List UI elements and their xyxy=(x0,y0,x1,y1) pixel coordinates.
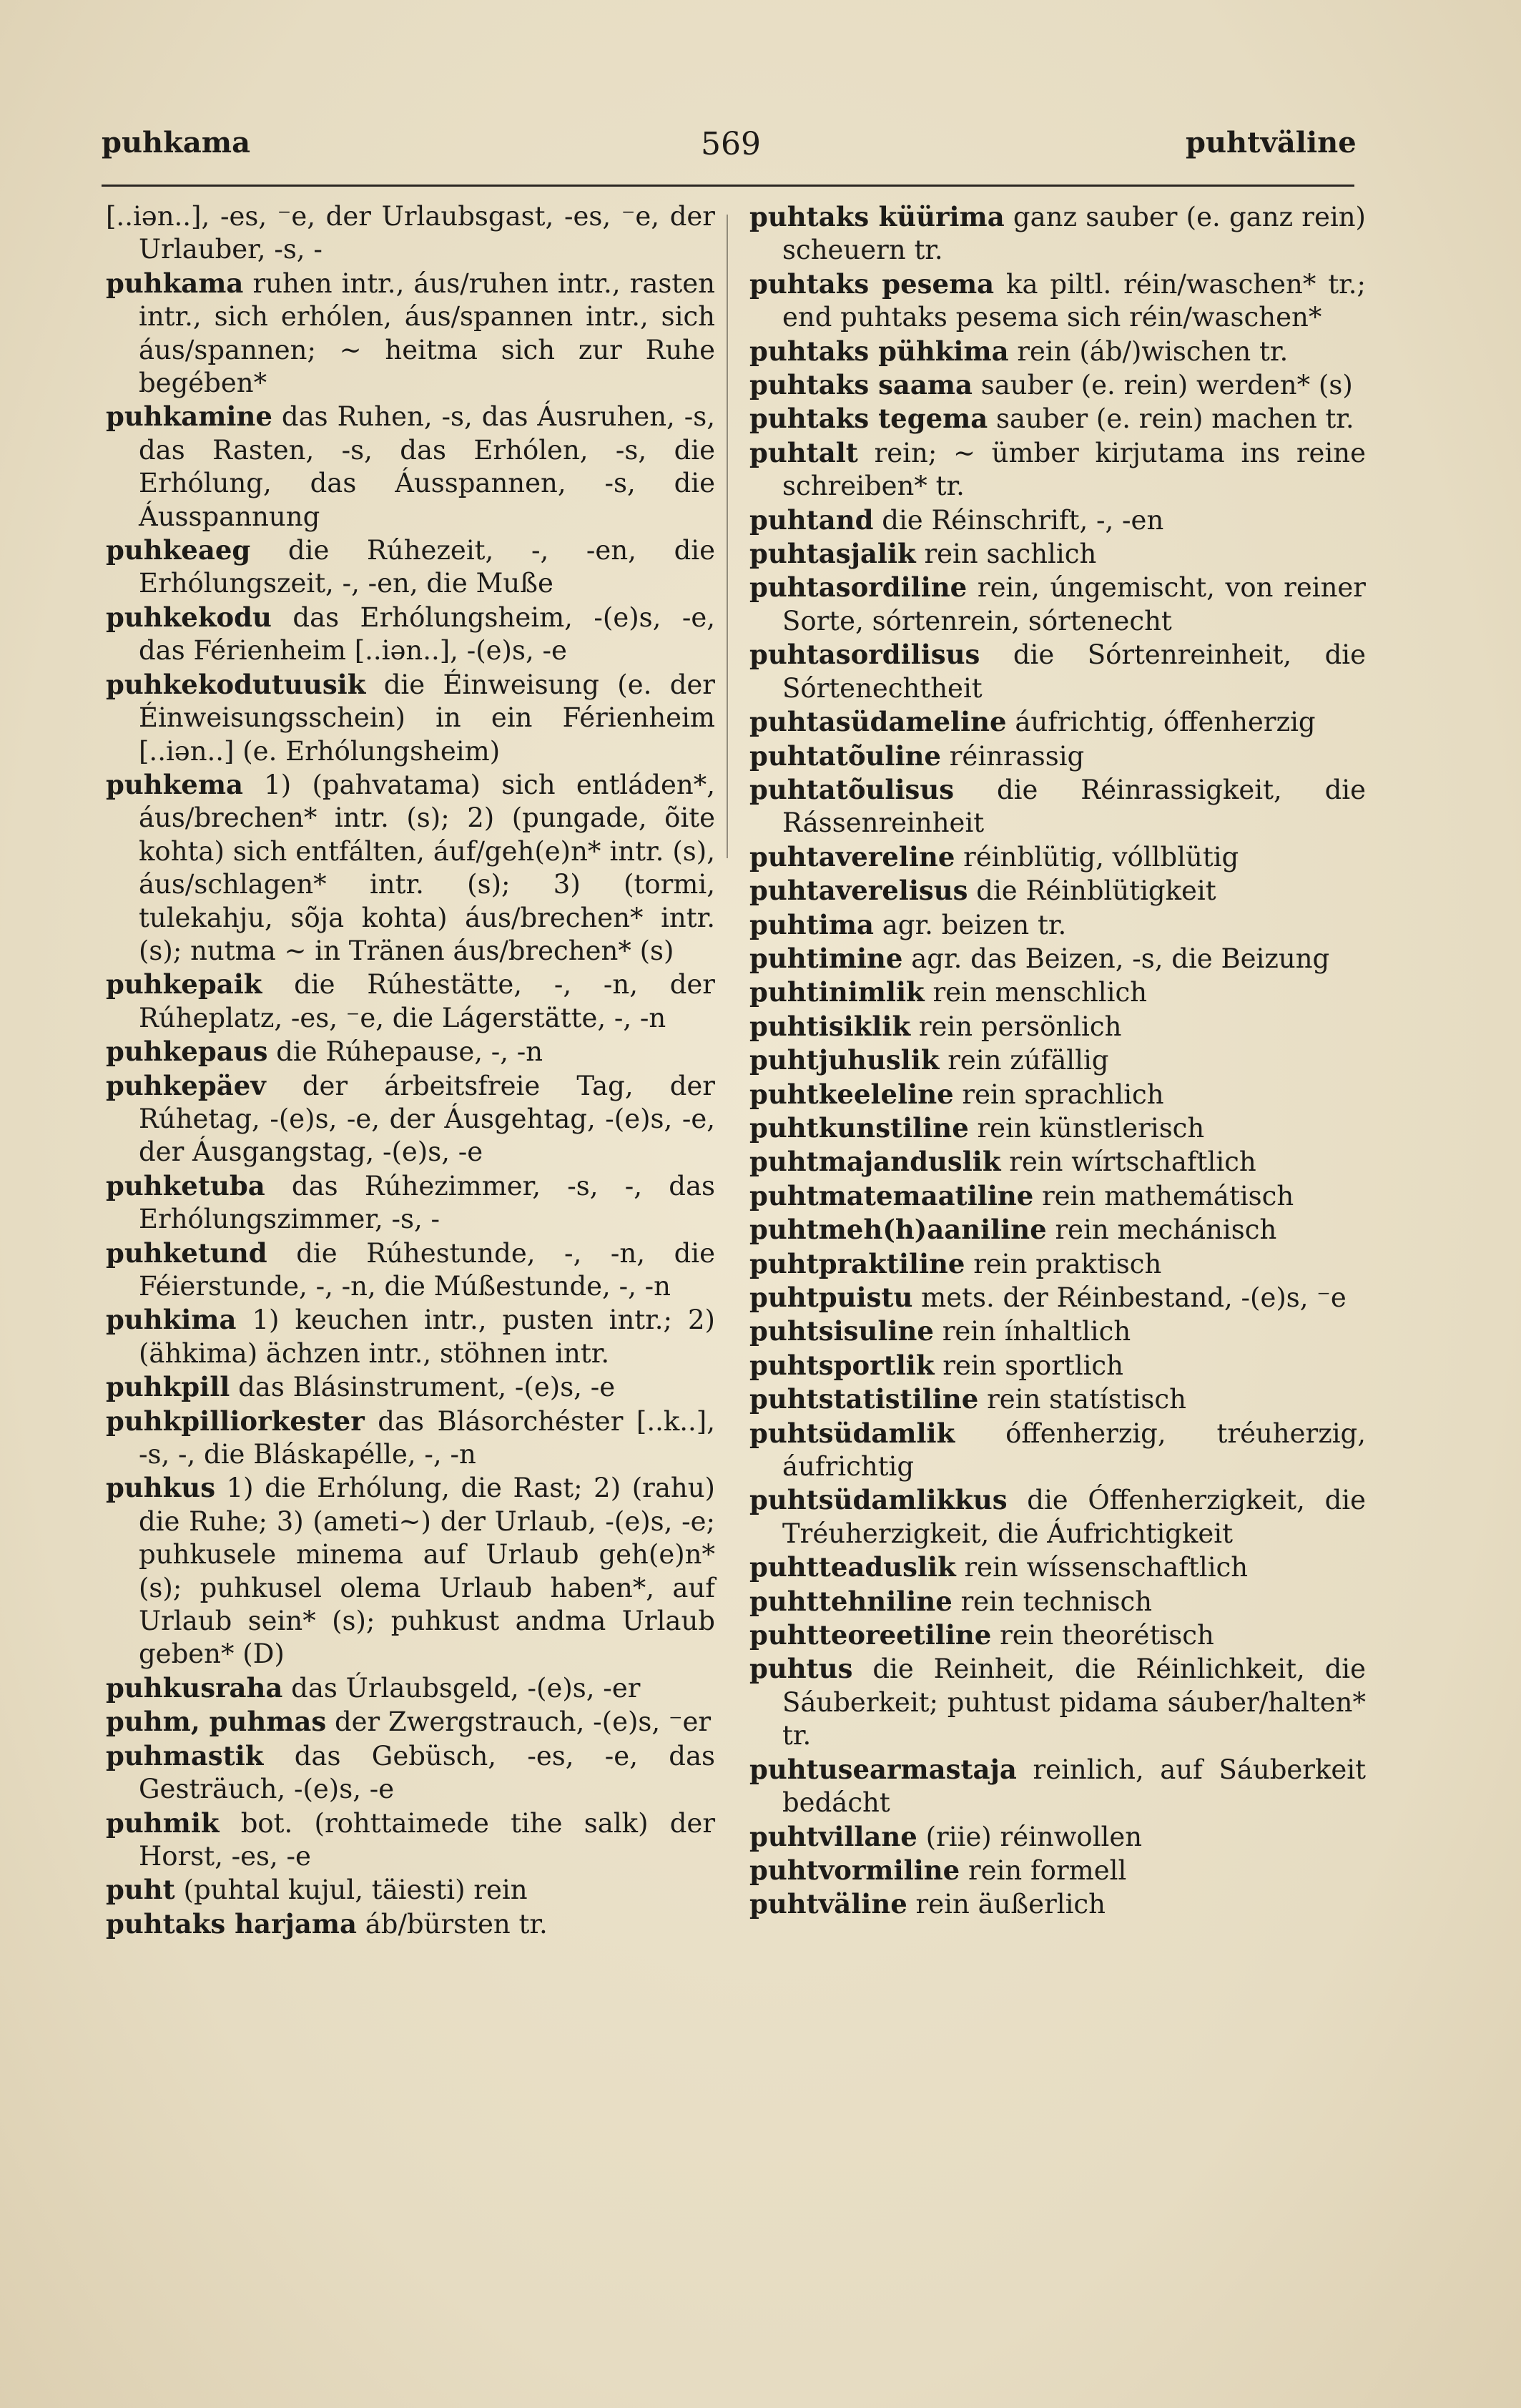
dictionary-entry xyxy=(749,1349,1366,1382)
entry-headword: puhtteaduslik xyxy=(749,1551,956,1583)
dictionary-entry xyxy=(106,200,715,267)
dictionary-entry xyxy=(749,1078,1366,1111)
entry-definition: das Ruhen, -s, das Áusruhen, -s, das Rasten, -s, das Erhólen, -s, die Erhólung, das Áusspannen, -s, die Áusspannung xyxy=(139,401,715,532)
dictionary-entry xyxy=(749,1111,1366,1145)
entry-headword: puhmik xyxy=(106,1807,220,1839)
dictionary-entry xyxy=(749,1010,1366,1043)
dictionary-entry xyxy=(749,1551,1366,1584)
entry-definition: rein äußerlich xyxy=(907,1889,1106,1920)
entry-definition: rein künstlerisch xyxy=(968,1112,1205,1144)
dictionary-entry xyxy=(749,200,1366,267)
entry-definition: rein wírtschaftlich xyxy=(1000,1146,1256,1178)
entry-headword: puhkpill xyxy=(106,1371,230,1403)
dictionary-entry xyxy=(106,1807,715,1874)
dictionary-entry xyxy=(106,1873,715,1907)
entry-headword: puhkepaik xyxy=(106,968,262,1001)
entry-definition: ganz sauber (e. ganz rein) scheuern tr. xyxy=(782,202,1366,266)
entry-definition: rein mechánisch xyxy=(1046,1214,1277,1246)
entry-headword: puhtand xyxy=(749,503,874,536)
entry-headword: puhtteoreetiline xyxy=(749,1619,992,1651)
entry-headword: puhttehniline xyxy=(749,1585,953,1617)
entry-headword: puhtaks harjama xyxy=(106,1907,357,1940)
entry-headword: puhtasordiline xyxy=(749,571,968,604)
entry-definition: réinblütig, vóllblütig xyxy=(955,841,1239,873)
entry-headword: puhkama xyxy=(106,267,244,299)
entry-definition: agr. beizen tr. xyxy=(873,909,1067,940)
entry-headword: puhtsüdamlikkus xyxy=(749,1484,1008,1516)
entry-definition: mets. der Réinbestand, -(e)s, ⁻e xyxy=(912,1282,1347,1313)
dictionary-entry xyxy=(749,773,1366,840)
entry-definition: die Sórtenreinheit, die Sórtenechtheit xyxy=(782,639,1366,704)
entry-headword: puhkepaus xyxy=(106,1036,268,1068)
dictionary-entry xyxy=(106,1303,715,1370)
entry-headword: puhkpilliorkester xyxy=(106,1405,365,1437)
dictionary-entry xyxy=(749,1213,1366,1247)
entry-definition: das Erhólungsheim, -(e)s, -e, das Férienheim [..iən..], -(e)s, -e xyxy=(139,601,715,667)
dictionary-entry xyxy=(106,1739,715,1807)
dictionary-entry xyxy=(749,705,1366,739)
entry-definition: agr. das Beizen, -s, die Beizung xyxy=(902,943,1330,974)
entry-headword: puhtmeh(h)aaniline xyxy=(749,1214,1047,1246)
entry-definition: die Réinrassigkeit, die Rássenreinheit xyxy=(782,774,1366,839)
entry-definition: rein; ~ ümber kirjutama ins reine schreiben* tr. xyxy=(782,437,1366,502)
entry-headword: puhketuba xyxy=(106,1169,265,1201)
dictionary-entry xyxy=(749,739,1366,773)
entry-headword: puhtsisuline xyxy=(749,1315,934,1347)
entry-headword: puhtasjalik xyxy=(749,538,916,570)
dictionary-entry xyxy=(106,1237,715,1304)
entry-headword: puht xyxy=(106,1874,175,1906)
entry-headword: puhtusearmastaja xyxy=(749,1753,1017,1785)
entry-definition: (riie) réinwollen xyxy=(917,1821,1143,1852)
dictionary-entry xyxy=(106,534,715,601)
entry-headword: puhtstatistiline xyxy=(749,1383,979,1415)
entry-definition: rein wíssenschaftlich xyxy=(955,1552,1249,1583)
entry-headword: puhkus xyxy=(106,1472,216,1504)
column-divider xyxy=(727,215,728,858)
dictionary-entry xyxy=(749,942,1366,976)
dictionary-entry xyxy=(106,1370,715,1404)
entry-headword: puhtimine xyxy=(749,942,903,974)
dictionary-entry xyxy=(749,1281,1366,1314)
entry-headword: puhtaks küürima xyxy=(749,201,1005,232)
entry-definition: ka piltl. réin/waschen* tr.; end puhtaks pesema sich réin/waschen* xyxy=(782,268,1366,333)
running-head-last-word: puhtväline xyxy=(1186,126,1357,159)
dictionary-entry xyxy=(749,1179,1366,1213)
entry-definition: réinrassig xyxy=(940,740,1085,772)
entry-definition: rein persönlich xyxy=(910,1011,1122,1042)
entry-definition: 1) (pahvatama) sich entláden*, áus/brechen* intr. (s); 2) (pungade, õite kohta) sich entfálten, áuf/geh(e)n* intr. (s), áus/schlagen* intr. (s); 3) (tormi, tulekahju, sõja kohta) áus/brechen* intr. (s); nutma ~ in Tränen áus/brechen* (s) xyxy=(139,769,715,966)
entry-definition: das Gebüsch, -es, -e, das Gesträuch, -(e)s, -e xyxy=(139,1740,715,1805)
entry-headword: puhkekodu xyxy=(106,601,272,633)
dictionary-entry xyxy=(106,1705,715,1739)
dictionary-entry xyxy=(749,1820,1366,1854)
entry-definition: reinlich, auf Sáuberkeit bedácht xyxy=(782,1754,1366,1819)
entry-headword: puhkepäev xyxy=(106,1069,266,1101)
dictionary-entry xyxy=(749,571,1366,638)
entry-headword: puhtaks saama xyxy=(749,369,973,401)
entry-headword: puhtinimlik xyxy=(749,976,925,1008)
dictionary-entry xyxy=(749,335,1366,368)
entry-headword: puhtaks pesema xyxy=(749,267,995,300)
entry-definition: rein statístisch xyxy=(978,1384,1186,1415)
dictionary-entry xyxy=(749,1585,1366,1618)
entry-definition: rein sachlich xyxy=(915,539,1097,570)
dictionary-entry xyxy=(749,402,1366,436)
dictionary-entry xyxy=(749,368,1366,402)
entry-headword: puhkeaeg xyxy=(106,534,251,566)
entry-definition: die Óffenherzigkeit, die Tréuherzigkeit, die Áufrichtigkeit xyxy=(782,1485,1366,1549)
entry-definition: rein sprachlich xyxy=(953,1078,1164,1110)
entry-definition: die Réinschrift, -, -en xyxy=(873,504,1164,536)
entry-headword: puhtavereline xyxy=(749,840,955,873)
dictionary-entry xyxy=(106,601,715,668)
entry-headword: puhkima xyxy=(106,1304,237,1336)
entry-headword: puhtaverelisus xyxy=(749,875,968,907)
dictionary-entry xyxy=(749,976,1366,1009)
dictionary-entry xyxy=(106,768,715,968)
entry-headword: puhtpraktiline xyxy=(749,1247,965,1279)
dictionary-entry xyxy=(749,1652,1366,1752)
entry-headword: puhtpuistu xyxy=(749,1282,913,1313)
entry-headword: puhtsüdamlik xyxy=(749,1417,955,1449)
dictionary-entry xyxy=(749,1483,1366,1551)
entry-definition: áb/bürsten tr. xyxy=(356,1908,548,1940)
header-rule xyxy=(102,185,1354,187)
entry-definition: die Rúhezeit, -, -en, die Erhólungszeit, -, -en, die Muße xyxy=(139,535,715,599)
running-head-first-word: puhkama xyxy=(102,126,251,159)
entry-definition: rein theorétisch xyxy=(991,1620,1214,1651)
dictionary-entry xyxy=(749,537,1366,571)
dictionary-entry xyxy=(749,503,1366,537)
entry-definition: rein mathemátisch xyxy=(1033,1180,1294,1212)
entry-definition: [..iən..], -es, ⁻e, der Urlaubsgast, -es, ⁻e, der Urlauber, -s, - xyxy=(106,201,715,265)
entry-definition: rein formell xyxy=(960,1854,1127,1886)
entry-headword: puhtjuhuslik xyxy=(749,1044,940,1076)
entry-definition: das Blásorchéster [..k..], -s, -, die Bláskapélle, -, -n xyxy=(139,1405,715,1470)
entry-headword: puhtväline xyxy=(749,1888,907,1920)
dictionary-entry xyxy=(106,1405,715,1472)
entry-definition: (puhtal kujul, täiesti) rein xyxy=(174,1874,528,1906)
dictionary-entry xyxy=(749,1417,1366,1484)
entry-definition: die Rúhestätte, -, -n, der Rúheplatz, -es, ⁻e, die Lágerstätte, -, -n xyxy=(139,969,715,1033)
entry-headword: puhtaks tegema xyxy=(749,403,988,435)
entry-definition: der Zwergstrauch, -(e)s, ⁻er xyxy=(326,1706,712,1738)
entry-headword: puhtus xyxy=(749,1653,853,1685)
dictionary-entry xyxy=(749,1854,1366,1887)
dictionary-entry xyxy=(749,1145,1366,1179)
entry-definition: der árbeitsfreie Tag, der Rúhetag, -(e)s, -e, der Áusgehtag, -(e)s, -e, der Áusgangstag, -(e)s, -e xyxy=(139,1070,715,1168)
dictionary-entry xyxy=(106,1035,715,1068)
dictionary-entry xyxy=(106,1907,715,1941)
entry-headword: puhtsportlik xyxy=(749,1349,935,1381)
dictionary-entry xyxy=(106,1169,715,1237)
left-column xyxy=(106,200,715,1941)
entry-headword: puhtkunstiline xyxy=(749,1111,969,1144)
entry-definition: die Rúhestunde, -, -n, die Féierstunde, -, -n, die Múßestunde, -, -n xyxy=(139,1237,715,1302)
entry-headword: puhtmatemaatiline xyxy=(749,1179,1034,1212)
entry-definition: 1) keuchen intr., pusten intr.; 2) (ähkima) ächzen intr., stöhnen intr. xyxy=(139,1304,715,1369)
entry-definition: sauber (e. rein) werden* (s) xyxy=(973,370,1353,401)
entry-headword: puhkema xyxy=(106,768,243,800)
entry-definition: áufrichtig, óffenherzig xyxy=(1006,707,1316,738)
entry-headword: puhtima xyxy=(749,908,874,940)
entry-headword: puhtvillane xyxy=(749,1820,917,1852)
dictionary-entry xyxy=(749,1314,1366,1348)
entry-headword: puhkamine xyxy=(106,400,272,433)
entry-definition: das Rúhezimmer, -s, -, das Erhólungszimmer, -s, - xyxy=(139,1170,715,1235)
dictionary-entry xyxy=(749,1382,1366,1416)
entry-definition: rein, úngemischt, von reiner Sorte, sórtenrein, sórtenecht xyxy=(782,572,1366,637)
page-number: 569 xyxy=(701,126,761,162)
entry-definition: óffenherzig, tréuherzig, áufrichtig xyxy=(782,1417,1366,1483)
entry-definition: rein sportlich xyxy=(934,1350,1123,1381)
entry-definition: 1) die Erhólung, die Rast; 2) (rahu) die Ruhe; 3) (ameti~) der Urlaub, -(e)s, -e; puhkusele minema auf Urlaub geh(e)n* (s); puhkusel olema Urlaub haben*, auf Urlaub sein* (s); puhkust andma Urlaub geben* (D) xyxy=(139,1473,715,1670)
entry-headword: puhtvormiline xyxy=(749,1854,960,1886)
entry-headword: puhtalt xyxy=(749,436,858,468)
entry-headword: puhtatõulisus xyxy=(749,773,955,805)
entry-headword: puhtisiklik xyxy=(749,1010,911,1042)
entry-headword: puhketund xyxy=(106,1237,267,1269)
dictionary-entry xyxy=(106,1671,715,1705)
entry-headword: puhm, puhmas xyxy=(106,1706,327,1738)
entry-headword: puhkusraha xyxy=(106,1671,283,1704)
entry-definition: bot. (rohttaimede tihe salk) der Horst, -es, -e xyxy=(139,1807,715,1872)
dictionary-entry xyxy=(106,968,715,1035)
dictionary-entry xyxy=(106,400,715,534)
entry-definition: ruhen intr., áus/ruhen intr., rasten intr., sich erhólen, áus/spannen intr., sich áus/spannen; ~ heitma sich zur Ruhe begében* xyxy=(139,267,715,399)
dictionary-entry xyxy=(106,267,715,400)
entry-definition: die Rúhepause, -, -n xyxy=(267,1036,543,1068)
entry-headword: puhtkeeleline xyxy=(749,1078,954,1110)
entry-headword: puhtasüdameline xyxy=(749,706,1007,738)
dictionary-entry xyxy=(749,1043,1366,1077)
dictionary-entry xyxy=(749,1753,1366,1820)
entry-headword: puhtasordilisus xyxy=(749,639,980,671)
dictionary-entry xyxy=(106,668,715,768)
dictionary-entry xyxy=(749,908,1366,942)
entry-headword: puhtmajanduslik xyxy=(749,1146,1001,1178)
entry-definition: rein praktisch xyxy=(965,1248,1162,1279)
entry-definition: rein (áb/)wischen tr. xyxy=(1008,335,1289,367)
entry-headword: puhtaks pühkima xyxy=(749,335,1009,367)
entry-headword: puhkekodutuusik xyxy=(106,668,366,700)
dictionary-entry xyxy=(749,436,1366,503)
entry-definition: sauber (e. rein) machen tr. xyxy=(988,403,1354,435)
entry-headword: puhmastik xyxy=(106,1739,264,1771)
entry-headword: puhtatõuline xyxy=(749,739,941,772)
entry-definition: rein ínhaltlich xyxy=(933,1316,1131,1347)
dictionary-entry xyxy=(749,874,1366,908)
entry-definition: die Réinblütigkeit xyxy=(968,875,1216,907)
dictionary-entry xyxy=(749,1887,1366,1921)
entry-definition: das Blásinstrument, -(e)s, -e xyxy=(230,1372,616,1403)
entry-definition: rein technisch xyxy=(952,1586,1153,1617)
dictionary-entry xyxy=(106,1471,715,1671)
dictionary-entry xyxy=(749,267,1366,335)
entry-definition: die Reinheit, die Réinlichkeit, die Sáuberkeit; puhtust pidama sáuber/halten* tr. xyxy=(782,1653,1366,1751)
dictionary-entry xyxy=(749,1618,1366,1652)
entry-definition: das Úrlaubsgeld, -(e)s, -er xyxy=(282,1672,641,1704)
entry-definition: die Éinweisung (e. der Éinweisungsschein) in ein Férienheim [..iən..] (e. Erhólungsheim) xyxy=(139,669,715,767)
dictionary-entry xyxy=(749,638,1366,705)
dictionary-entry xyxy=(749,1247,1366,1281)
right-column xyxy=(749,200,1366,1922)
dictionary-entry xyxy=(106,1069,715,1169)
entry-definition: rein zúfällig xyxy=(939,1045,1109,1076)
entry-definition: rein menschlich xyxy=(924,977,1148,1008)
dictionary-entry xyxy=(749,840,1366,874)
